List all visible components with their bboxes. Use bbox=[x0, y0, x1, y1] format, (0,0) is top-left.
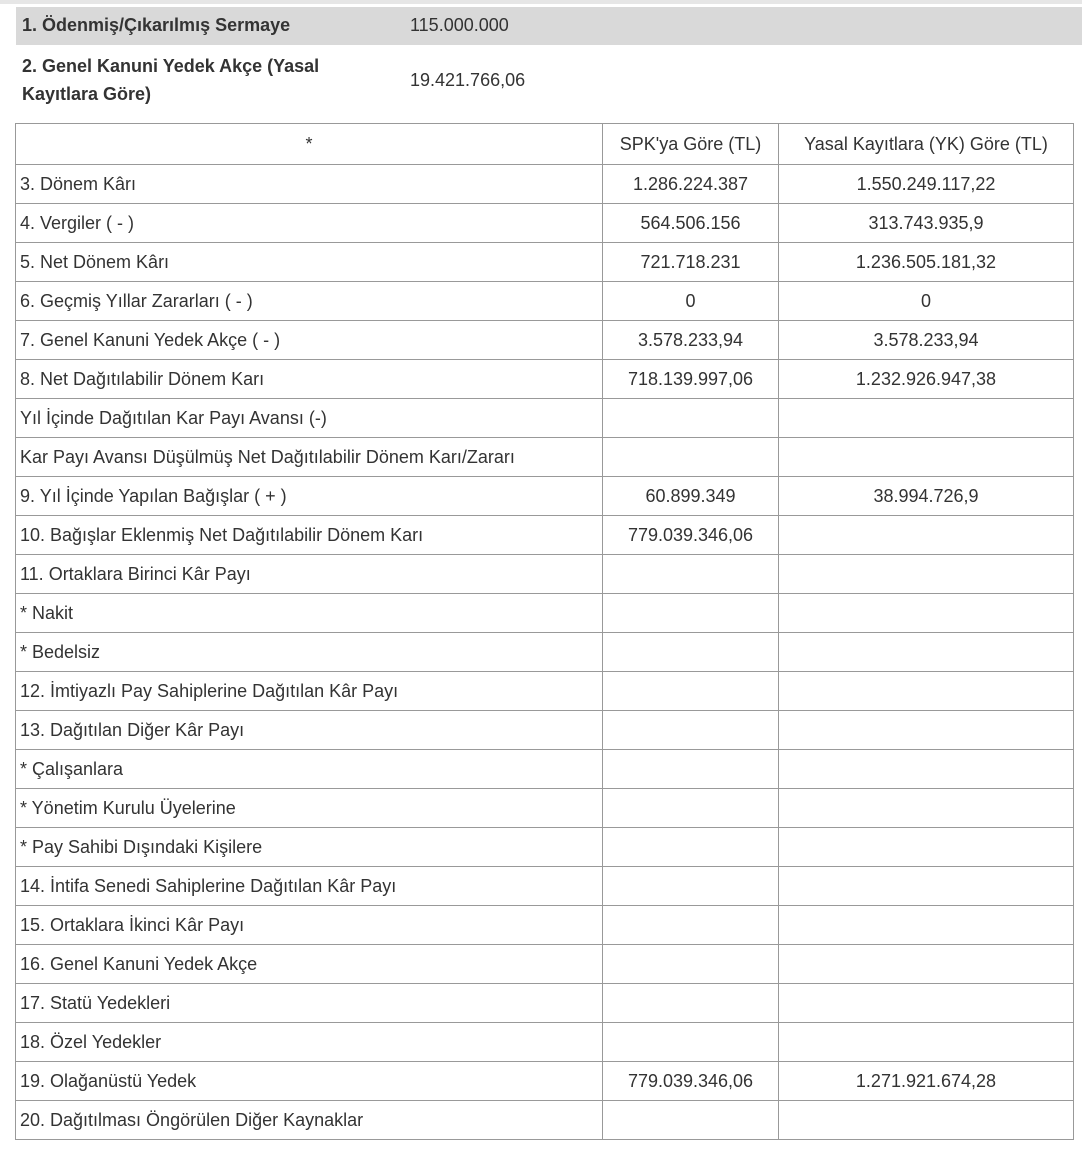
row-spk-value bbox=[603, 1023, 779, 1062]
row-yk-value: 1.232.926.947,38 bbox=[779, 360, 1074, 399]
table-header-row bbox=[16, 124, 1074, 165]
row-yk-value: 313.743.935,9 bbox=[779, 204, 1074, 243]
row-label: 18. Özel Yedekler bbox=[16, 1023, 603, 1062]
table-row bbox=[16, 399, 1074, 438]
table-row bbox=[16, 984, 1074, 1023]
row-spk-value bbox=[603, 1101, 779, 1140]
row-yk-value bbox=[779, 1101, 1074, 1140]
row-yk-value: 3.578.233,94 bbox=[779, 321, 1074, 360]
row-spk-value bbox=[603, 672, 779, 711]
row-label: 20. Dağıtılması Öngörülen Diğer Kaynaklar bbox=[16, 1101, 603, 1140]
row-spk-value bbox=[603, 555, 779, 594]
row-yk-value bbox=[779, 828, 1074, 867]
row-spk-value bbox=[603, 984, 779, 1023]
row-yk-value: 1.236.505.181,32 bbox=[779, 243, 1074, 282]
row-spk-value: 60.899.349 bbox=[603, 477, 779, 516]
table-row bbox=[16, 1023, 1074, 1062]
table-row bbox=[16, 945, 1074, 984]
row-spk-value bbox=[603, 945, 779, 984]
row-spk-value bbox=[603, 828, 779, 867]
row-spk-value: 779.039.346,06 bbox=[603, 516, 779, 555]
table-row bbox=[16, 555, 1074, 594]
row-label: 12. İmtiyazlı Pay Sahiplerine Dağıtılan Kâr Payı bbox=[16, 672, 603, 711]
table-row bbox=[16, 594, 1074, 633]
table-row bbox=[16, 477, 1074, 516]
legal-reserve-value: 19.421.766,06 bbox=[410, 70, 526, 90]
table-row bbox=[16, 204, 1074, 243]
row-label: 11. Ortaklara Birinci Kâr Payı bbox=[16, 555, 603, 594]
row-spk-value bbox=[603, 438, 779, 477]
table-row bbox=[16, 165, 1074, 204]
summary-row-legal-reserve bbox=[16, 50, 1082, 112]
table-row bbox=[16, 828, 1074, 867]
row-yk-value bbox=[779, 750, 1074, 789]
row-spk-value: 1.286.224.387 bbox=[603, 165, 779, 204]
row-label: 8. Net Dağıtılabilir Dönem Karı bbox=[16, 360, 603, 399]
row-label: 19. Olağanüstü Yedek bbox=[16, 1062, 603, 1101]
row-spk-value bbox=[603, 711, 779, 750]
row-spk-value: 564.506.156 bbox=[603, 204, 779, 243]
header-item: * bbox=[16, 124, 603, 165]
row-spk-value bbox=[603, 633, 779, 672]
row-label: 15. Ortaklara İkinci Kâr Payı bbox=[16, 906, 603, 945]
row-spk-value bbox=[603, 750, 779, 789]
row-label: 17. Statü Yedekleri bbox=[16, 984, 603, 1023]
row-yk-value bbox=[779, 672, 1074, 711]
row-spk-value bbox=[603, 906, 779, 945]
table-row bbox=[16, 516, 1074, 555]
row-label: 5. Net Dönem Kârı bbox=[16, 243, 603, 282]
row-yk-value bbox=[779, 945, 1074, 984]
table-row bbox=[16, 633, 1074, 672]
row-label: * Nakit bbox=[16, 594, 603, 633]
table-row bbox=[16, 750, 1074, 789]
row-label: 6. Geçmiş Yıllar Zararları ( - ) bbox=[16, 282, 603, 321]
table-row bbox=[16, 1101, 1074, 1140]
table-row bbox=[16, 282, 1074, 321]
top-divider bbox=[0, 0, 1082, 4]
row-yk-value: 1.271.921.674,28 bbox=[779, 1062, 1074, 1101]
row-yk-value bbox=[779, 1023, 1074, 1062]
row-label: 9. Yıl İçinde Yapılan Bağışlar ( + ) bbox=[16, 477, 603, 516]
row-yk-value bbox=[779, 867, 1074, 906]
table-row bbox=[16, 906, 1074, 945]
row-yk-value bbox=[779, 984, 1074, 1023]
row-label: 14. İntifa Senedi Sahiplerine Dağıtılan Kâr Payı bbox=[16, 867, 603, 906]
row-spk-value: 779.039.346,06 bbox=[603, 1062, 779, 1101]
row-spk-value: 718.139.997,06 bbox=[603, 360, 779, 399]
row-label: 16. Genel Kanuni Yedek Akçe bbox=[16, 945, 603, 984]
table-row bbox=[16, 321, 1074, 360]
row-yk-value: 1.550.249.117,22 bbox=[779, 165, 1074, 204]
header-yk: Yasal Kayıtlara (YK) Göre (TL) bbox=[779, 124, 1074, 165]
table-row bbox=[16, 672, 1074, 711]
row-label: 7. Genel Kanuni Yedek Akçe ( - ) bbox=[16, 321, 603, 360]
row-yk-value bbox=[779, 516, 1074, 555]
table-row bbox=[16, 438, 1074, 477]
row-label: * Pay Sahibi Dışındaki Kişilere bbox=[16, 828, 603, 867]
capital-label: 1. Ödenmiş/Çıkarılmış Sermaye bbox=[22, 15, 291, 35]
row-yk-value: 0 bbox=[779, 282, 1074, 321]
row-yk-value bbox=[779, 438, 1074, 477]
header-spk: SPK'ya Göre (TL) bbox=[603, 124, 779, 165]
row-yk-value bbox=[779, 633, 1074, 672]
table-row bbox=[16, 360, 1074, 399]
row-spk-value: 3.578.233,94 bbox=[603, 321, 779, 360]
row-label: 10. Bağışlar Eklenmiş Net Dağıtılabilir Dönem Karı bbox=[16, 516, 603, 555]
table-row bbox=[16, 867, 1074, 906]
profit-distribution-table bbox=[15, 123, 1074, 1140]
row-spk-value bbox=[603, 789, 779, 828]
row-yk-value bbox=[779, 399, 1074, 438]
row-label: 4. Vergiler ( - ) bbox=[16, 204, 603, 243]
row-yk-value bbox=[779, 711, 1074, 750]
row-yk-value bbox=[779, 906, 1074, 945]
row-yk-value bbox=[779, 594, 1074, 633]
row-label: 3. Dönem Kârı bbox=[16, 165, 603, 204]
table-row bbox=[16, 243, 1074, 282]
row-label: Yıl İçinde Dağıtılan Kar Payı Avansı (-) bbox=[16, 399, 603, 438]
summary-row-capital bbox=[16, 7, 1082, 45]
row-label: 13. Dağıtılan Diğer Kâr Payı bbox=[16, 711, 603, 750]
row-spk-value bbox=[603, 867, 779, 906]
row-spk-value: 0 bbox=[603, 282, 779, 321]
row-yk-value bbox=[779, 789, 1074, 828]
table-row bbox=[16, 789, 1074, 828]
row-yk-value bbox=[779, 555, 1074, 594]
row-yk-value: 38.994.726,9 bbox=[779, 477, 1074, 516]
row-spk-value: 721.718.231 bbox=[603, 243, 779, 282]
row-spk-value bbox=[603, 594, 779, 633]
table-row bbox=[16, 711, 1074, 750]
legal-reserve-label: 2. Genel Kanuni Yedek Akçe (Yasal Kayıtlara Göre) bbox=[22, 56, 320, 104]
capital-value: 115.000.000 bbox=[410, 15, 509, 35]
table-row bbox=[16, 1062, 1074, 1101]
row-label: * Çalışanlara bbox=[16, 750, 603, 789]
row-label: * Yönetim Kurulu Üyelerine bbox=[16, 789, 603, 828]
row-label: * Bedelsiz bbox=[16, 633, 603, 672]
row-spk-value bbox=[603, 399, 779, 438]
row-label: Kar Payı Avansı Düşülmüş Net Dağıtılabilir Dönem Karı/Zararı bbox=[16, 438, 603, 477]
